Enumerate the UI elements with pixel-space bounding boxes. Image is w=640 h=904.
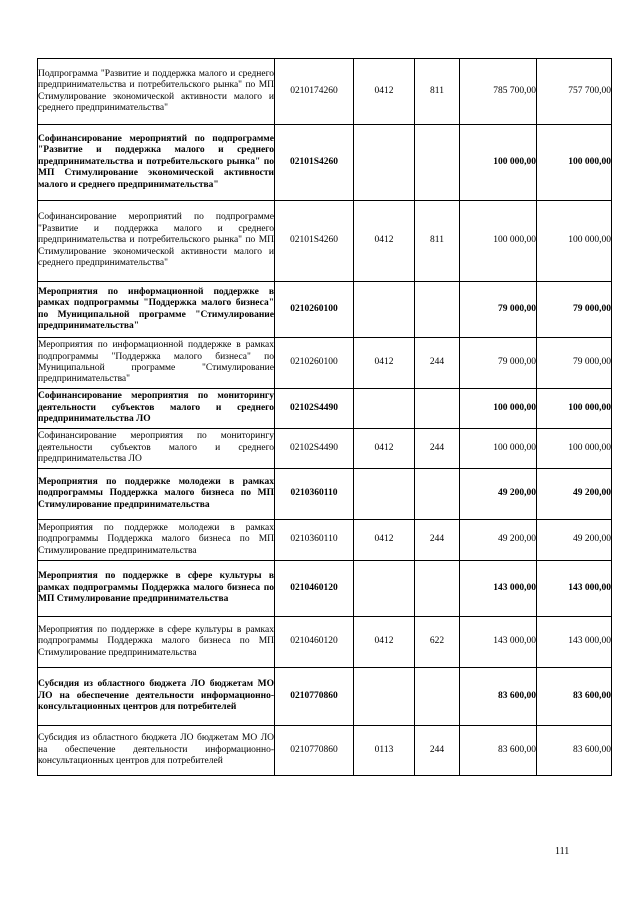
row-section-code: 0412 [354,617,415,668]
row-name: Мероприятия по поддержке в сфере культуры в рамках подпрограммы Поддержка малого бизнеса по МП Стимулирование предпринимательства [38,561,275,617]
row-amount-2: 83 600,00 [537,668,612,726]
row-csr-code: 0210360110 [275,469,354,520]
row-section-code [354,282,415,338]
row-section-code [354,469,415,520]
row-amount-1: 100 000,00 [460,389,537,429]
table-row [38,520,612,561]
row-amount-1: 143 000,00 [460,617,537,668]
table-row [38,469,612,520]
table-row [38,668,612,726]
row-amount-1: 100 000,00 [460,125,537,201]
row-csr-code: 02101S4260 [275,201,354,282]
row-expense-type-code [415,668,460,726]
row-name: Мероприятия по поддержке молодежи в рамках подпрограммы Поддержка малого бизнеса по МП Стимулирование предпринимательства [38,469,275,520]
budget-table-body [38,59,612,776]
row-section-code: 0412 [354,201,415,282]
row-name: Мероприятия по информационной поддержке в рамках подпрограммы "Поддержка малого бизнеса" по Муниципальной программе "Стимулирование предпринимательства" [38,282,275,338]
row-amount-2: 100 000,00 [537,389,612,429]
table-row [38,561,612,617]
row-name: Софинансирование мероприятия по мониторингу деятельности субъектов малого и среднего предпринимательства ЛО [38,389,275,429]
row-amount-2: 757 700,00 [537,59,612,125]
row-expense-type-code [415,282,460,338]
row-expense-type-code [415,469,460,520]
row-expense-type-code: 244 [415,520,460,561]
row-name: Софинансирование мероприятий по подпрограмме "Развитие и поддержка малого и среднего предпринимательства и потребительского рынка" по МП Стимулирование экономической активности малого и среднего предпринимательства" [38,125,275,201]
table-row [38,389,612,429]
row-csr-code: 0210770860 [275,726,354,776]
row-section-code [354,561,415,617]
budget-table [37,58,612,776]
row-amount-2: 143 000,00 [537,617,612,668]
row-csr-code: 0210174260 [275,59,354,125]
row-amount-2: 100 000,00 [537,429,612,469]
row-amount-1: 100 000,00 [460,429,537,469]
row-section-code: 0412 [354,338,415,389]
row-name: Подпрограмма "Развитие и поддержка малого и среднего предпринимательства и потребительского рынка" по МП Стимулирование экономической активности малого и среднего предпринимательства" [38,59,275,125]
row-name: Субсидия из областного бюджета ЛО бюджетам МО ЛО на обеспечение деятельности информационно-консультационных центров для потребителей [38,726,275,776]
row-name: Субсидия из областного бюджета ЛО бюджетам МО ЛО на обеспечение деятельности информационно-консультационных центров для потребителей [38,668,275,726]
row-amount-1: 143 000,00 [460,561,537,617]
row-name: Софинансирование мероприятий по подпрограмме "Развитие и поддержка малого и среднего предпринимательства и потребительского рынка" по МП Стимулирование экономической активности малого и среднего предпринимательства" [38,201,275,282]
row-expense-type-code: 244 [415,429,460,469]
row-section-code [354,389,415,429]
row-amount-2: 79 000,00 [537,282,612,338]
row-amount-1: 83 600,00 [460,726,537,776]
row-expense-type-code [415,125,460,201]
row-expense-type-code: 811 [415,201,460,282]
row-section-code: 0412 [354,429,415,469]
row-csr-code: 02102S4490 [275,429,354,469]
row-amount-1: 49 200,00 [460,469,537,520]
row-section-code: 0113 [354,726,415,776]
row-amount-1: 79 000,00 [460,282,537,338]
row-csr-code: 0210260100 [275,338,354,389]
table-row [38,59,612,125]
table-row [38,338,612,389]
row-name: Мероприятия по поддержке молодежи в рамках подпрограммы Поддержка малого бизнеса по МП Стимулирование предпринимательства [38,520,275,561]
row-amount-1: 785 700,00 [460,59,537,125]
row-name: Софинансирование мероприятия по мониторингу деятельности субъектов малого и среднего предпринимательства ЛО [38,429,275,469]
row-csr-code: 02102S4490 [275,389,354,429]
table-row [38,201,612,282]
table-row [38,726,612,776]
row-csr-code: 0210260100 [275,282,354,338]
row-expense-type-code [415,561,460,617]
page-number: 111 [555,846,570,857]
row-expense-type-code [415,389,460,429]
row-amount-1: 49 200,00 [460,520,537,561]
row-amount-2: 100 000,00 [537,125,612,201]
table-row [38,429,612,469]
row-amount-1: 79 000,00 [460,338,537,389]
row-amount-2: 49 200,00 [537,520,612,561]
row-section-code [354,668,415,726]
row-csr-code: 02101S4260 [275,125,354,201]
row-section-code: 0412 [354,520,415,561]
row-name: Мероприятия по информационной поддержке в рамках подпрограммы "Поддержка малого бизнеса" по Муниципальной программе "Стимулирование предпринимательства" [38,338,275,389]
table-row [38,125,612,201]
row-amount-1: 100 000,00 [460,201,537,282]
row-expense-type-code: 811 [415,59,460,125]
row-amount-2: 100 000,00 [537,201,612,282]
table-row [38,617,612,668]
row-csr-code: 0210770860 [275,668,354,726]
row-csr-code: 0210360110 [275,520,354,561]
row-expense-type-code: 244 [415,338,460,389]
row-amount-2: 79 000,00 [537,338,612,389]
row-amount-2: 83 600,00 [537,726,612,776]
row-expense-type-code: 622 [415,617,460,668]
row-expense-type-code: 244 [415,726,460,776]
row-amount-2: 143 000,00 [537,561,612,617]
row-name: Мероприятия по поддержке в сфере культуры в рамках подпрограммы Поддержка малого бизнеса по МП Стимулирование предпринимательства [38,617,275,668]
row-csr-code: 0210460120 [275,561,354,617]
row-csr-code: 0210460120 [275,617,354,668]
row-section-code: 0412 [354,59,415,125]
row-amount-2: 49 200,00 [537,469,612,520]
row-amount-1: 83 600,00 [460,668,537,726]
row-section-code [354,125,415,201]
table-row [38,282,612,338]
